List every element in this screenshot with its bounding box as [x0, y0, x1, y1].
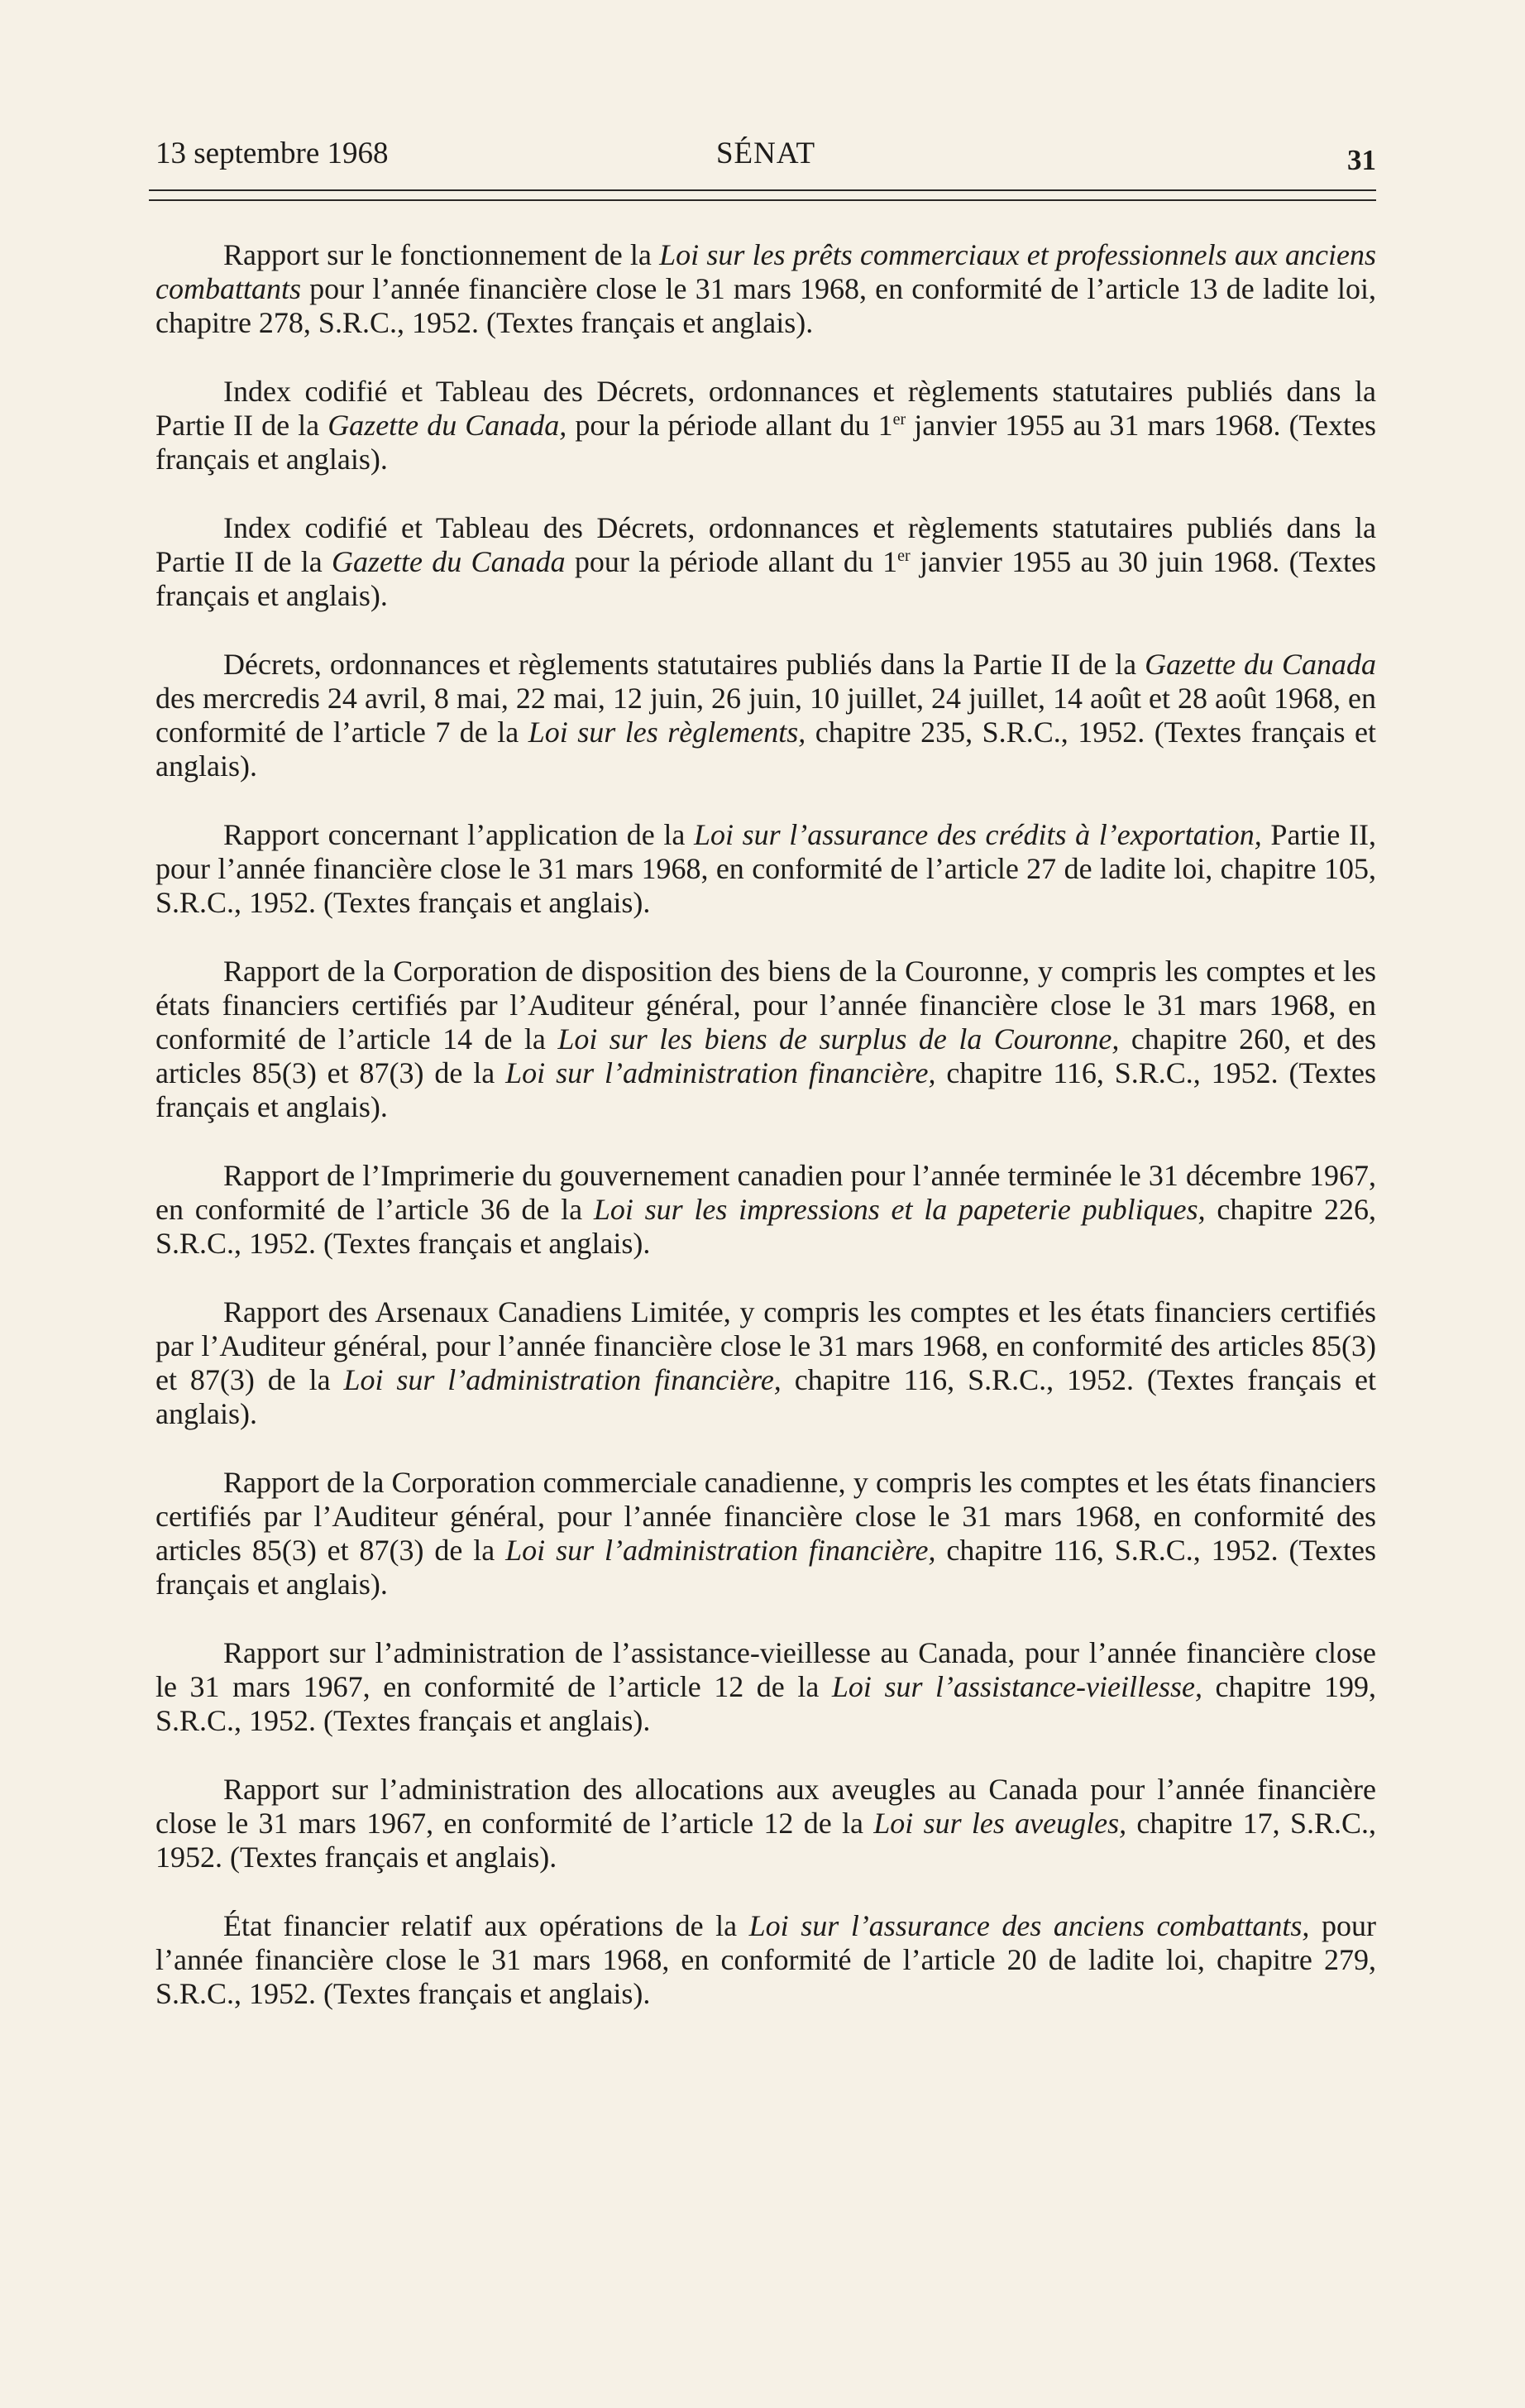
text-run: Rapport de la Corporation de disposition des biens de la Couronne, y compris les comptes et les états financiers certifiés par l’Auditeur général, pour l’année financière close le 31 mars 1968, en conformité de l’article 14 de la — [155, 955, 1376, 1056]
text-run: janvier 1955 au 31 mars 1968. (Textes français et anglais). — [155, 409, 1377, 476]
text-run: des mercredis 24 avril, 8 mai, 22 mai, 12 juin, 26 juin, 10 juillet, 24 juillet, 14 août et 28 août 1968, en conformité de l’article 7 de la — [155, 682, 1376, 749]
text-run: chapitre 116, S.R.C., 1952. (Textes français et anglais). — [155, 1056, 1376, 1123]
law-title: Loi sur l’administration financière, — [343, 1363, 782, 1396]
text-run: Rapport concernant l’application de la — [223, 818, 694, 851]
text-run: pour la période allant du 1 — [566, 409, 893, 442]
law-title: Gazette du Canada, — [327, 409, 567, 442]
text-run: Index codifié et Tableau des Décrets, ordonnances et règlements statutaires publiés dans la Partie II de la — [155, 375, 1376, 442]
header-title: SÉNAT — [715, 136, 816, 170]
text-run: Rapport sur le fonctionnement de la — [223, 238, 660, 271]
paragraph — [155, 1295, 1376, 1431]
paragraph — [155, 375, 1376, 476]
paragraph — [155, 818, 1376, 920]
text-run: pour la période allant du 1 — [565, 545, 898, 578]
text-run: pour l’année financière close le 31 mars 1968, en conformité de l’article 13 de ladite loi, chapitre 278, S.R.C., 1952. (Textes français et anglais). — [155, 272, 1376, 339]
text-run: janvier 1955 au 30 juin 1968. (Textes français et anglais). — [155, 545, 1377, 612]
text-run: Partie II, pour l’année financière close le 31 mars 1968, en conformité de l’article 27 de ladite loi, chapitre 105, S.R.C., 1952. (Textes français et anglais). — [155, 818, 1377, 919]
text-run: chapitre 17, S.R.C., 1952. (Textes français et anglais). — [155, 1807, 1377, 1874]
text-run: Rapport sur l’administration de l’assistance-vieillesse au Canada, pour l’année financière close le 31 mars 1967, en conformité de l’article 12 de la — [155, 1636, 1376, 1703]
law-title: Loi sur l’administration financière, — [505, 1056, 936, 1089]
text-run: Rapport de la Corporation commerciale canadienne, y compris les comptes et les états financiers certifiés par l’Auditeur général, pour l’année financière close le 31 mars 1968, en conformité des articles 85(3) et 87(3) de la — [155, 1466, 1376, 1567]
page-number: 31 — [1347, 144, 1376, 176]
text-run: Rapport de l’Imprimerie du gouvernement canadien pour l’année terminée le 31 décembre 1967, en conformité de l’article 36 de la — [155, 1159, 1376, 1226]
text-run: pour l’année financière close le 31 mars 1968, en conformité de l’article 20 de ladite loi, chapitre 279, S.R.C., 1952. (Textes français et anglais). — [155, 1909, 1376, 2010]
law-title: Loi sur les impressions et la papeterie publiques, — [593, 1193, 1206, 1226]
text-run: chapitre 116, S.R.C., 1952. (Textes français et anglais). — [155, 1363, 1376, 1430]
paragraph — [155, 648, 1376, 783]
text-run: Décrets, ordonnances et règlements statutaires publiés dans la Partie II de la — [223, 648, 1145, 681]
paragraph — [155, 1773, 1376, 1874]
paragraph — [155, 1909, 1376, 2011]
law-title: Loi sur les règlements, — [528, 716, 806, 749]
law-title: Loi sur l’assurance des crédits à l’exportation, — [693, 818, 1262, 851]
text-run: Index codifié et Tableau des Décrets, ordonnances et règlements statutaires publiés dans la Partie II de la — [155, 511, 1376, 578]
header-rule-top — [149, 189, 1376, 191]
text-run: chapitre 226, S.R.C., 1952. (Textes français et anglais). — [155, 1193, 1376, 1260]
law-title: Gazette du Canada — [332, 545, 566, 578]
law-title: Loi sur les prêts commerciaux et professionnels aux anciens combattants — [155, 238, 1376, 305]
law-title: Loi sur les aveugles, — [873, 1807, 1127, 1840]
paragraph — [155, 1159, 1376, 1261]
ordinal-superscript: er — [892, 410, 906, 428]
header-rule-bottom — [149, 199, 1376, 201]
law-title: Loi sur les biens de surplus de la Couronne, — [557, 1022, 1120, 1056]
ordinal-superscript: er — [897, 547, 911, 565]
page-header — [155, 132, 1376, 179]
text-run: chapitre 235, S.R.C., 1952. (Textes français et anglais). — [155, 716, 1377, 783]
paragraph — [155, 1466, 1376, 1601]
text-run: Rapport des Arsenaux Canadiens Limitée, y compris les comptes et les états financiers certifiés par l’Auditeur général, pour l’année financière close le 31 mars 1968, en conformité des articles 85(3) et 87(3) de la — [155, 1295, 1376, 1396]
paragraph — [155, 955, 1376, 1124]
paragraph — [155, 511, 1376, 613]
law-title: Gazette du Canada — [1145, 648, 1377, 681]
text-run: chapitre 260, et des articles 85(3) et 87(3) de la — [155, 1022, 1376, 1089]
paragraph — [155, 238, 1376, 340]
header-date: 13 septembre 1968 — [155, 136, 389, 170]
text-run: chapitre 199, S.R.C., 1952. (Textes français et anglais). — [155, 1670, 1377, 1737]
paragraph — [155, 1636, 1376, 1738]
text-run: Rapport sur l’administration des allocations aux aveugles au Canada pour l’année financière close le 31 mars 1967, en conformité de l’article 12 de la — [155, 1773, 1376, 1840]
law-title: Loi sur l’assistance-vieillesse, — [831, 1670, 1202, 1703]
law-title: Loi sur l’administration financière, — [505, 1534, 936, 1567]
law-title: Loi sur l’assurance des anciens combattants, — [748, 1909, 1310, 1942]
document-body — [155, 238, 1376, 2046]
text-run: État financier relatif aux opérations de la — [223, 1909, 749, 1942]
text-run: chapitre 116, S.R.C., 1952. (Textes français et anglais). — [155, 1534, 1376, 1601]
